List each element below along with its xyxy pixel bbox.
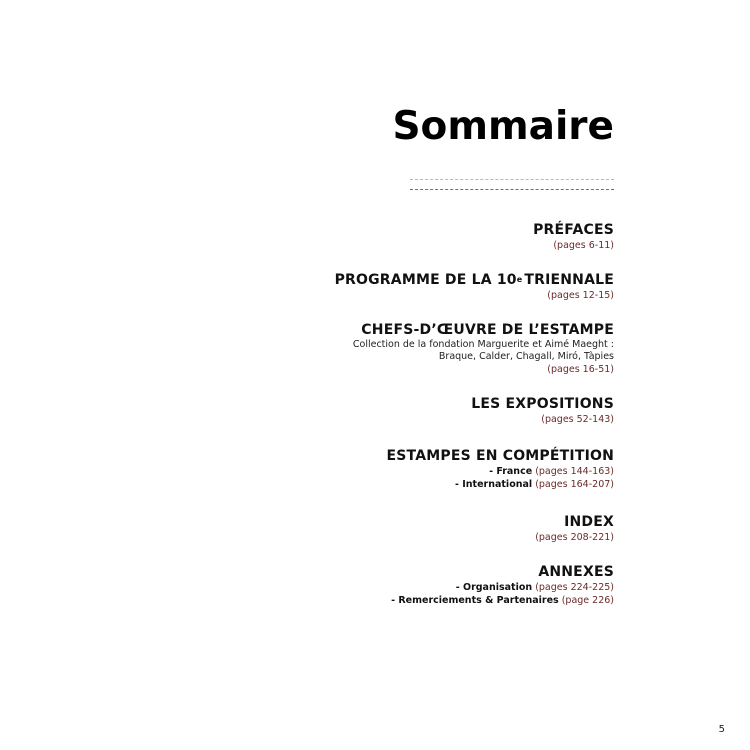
- toc-subitem-label: - International: [455, 479, 533, 490]
- toc-heading: PRÉFACES: [533, 222, 614, 238]
- toc-subitem[interactable]: [391, 581, 614, 594]
- toc-section-index[interactable]: [535, 514, 614, 544]
- toc-heading-text: TRIENNALE: [524, 272, 614, 288]
- toc-pages: (pages 12-15): [547, 290, 614, 301]
- toc-subitem[interactable]: [387, 465, 614, 478]
- toc-pages: (pages 6-11): [553, 240, 614, 251]
- toc-section-programme[interactable]: [335, 272, 614, 302]
- page-title: Sommaire: [392, 104, 614, 149]
- toc-pages: (pages 52-143): [541, 414, 614, 425]
- toc-heading: INDEX: [564, 514, 614, 530]
- toc-pages: (pages 208-221): [535, 532, 614, 543]
- toc-description: Braque, Calder, Chagall, Miró, Tàpies: [438, 351, 614, 362]
- toc-pages: (pages 16-51): [547, 364, 614, 375]
- toc-subitem[interactable]: [387, 478, 614, 491]
- toc-subitem-pages: (pages 224-225): [535, 582, 614, 593]
- dashed-divider-bottom: [410, 189, 614, 190]
- toc-section-expositions[interactable]: [471, 396, 614, 426]
- toc-heading: CHEFS-D’ŒUVRE DE L’ESTAMPE: [361, 322, 614, 338]
- toc-subitem-pages: (pages 164-207): [535, 479, 614, 490]
- toc-subitem-pages: (pages 144-163): [535, 466, 614, 477]
- dashed-divider-top: [410, 179, 614, 180]
- toc-subitem-label: - Organisation: [455, 582, 533, 593]
- toc-section-chefs-doeuvre[interactable]: [353, 322, 614, 376]
- toc-heading: ESTAMPES EN COMPÉTITION: [386, 448, 614, 464]
- toc-subitem[interactable]: [391, 594, 614, 607]
- toc-subitem-label: - Remerciements & Partenaires: [391, 595, 559, 606]
- toc-subitem-pages: (page 226): [561, 595, 614, 606]
- toc-heading-superscript: e: [516, 275, 523, 284]
- toc-heading-text: PROGRAMME DE LA 10: [334, 272, 517, 288]
- toc-description: Collection de la fondation Marguerite et Aimé Maeght :: [352, 339, 614, 350]
- toc-heading: [335, 272, 614, 289]
- page-number: 5: [718, 724, 725, 735]
- toc-section-prefaces[interactable]: [533, 222, 614, 252]
- toc-section-estampes[interactable]: [387, 448, 614, 491]
- toc-heading: ANNEXES: [538, 564, 614, 580]
- toc-heading: LES EXPOSITIONS: [471, 396, 614, 412]
- toc-subitem-label: - France: [489, 466, 533, 477]
- toc-section-annexes[interactable]: [391, 564, 614, 607]
